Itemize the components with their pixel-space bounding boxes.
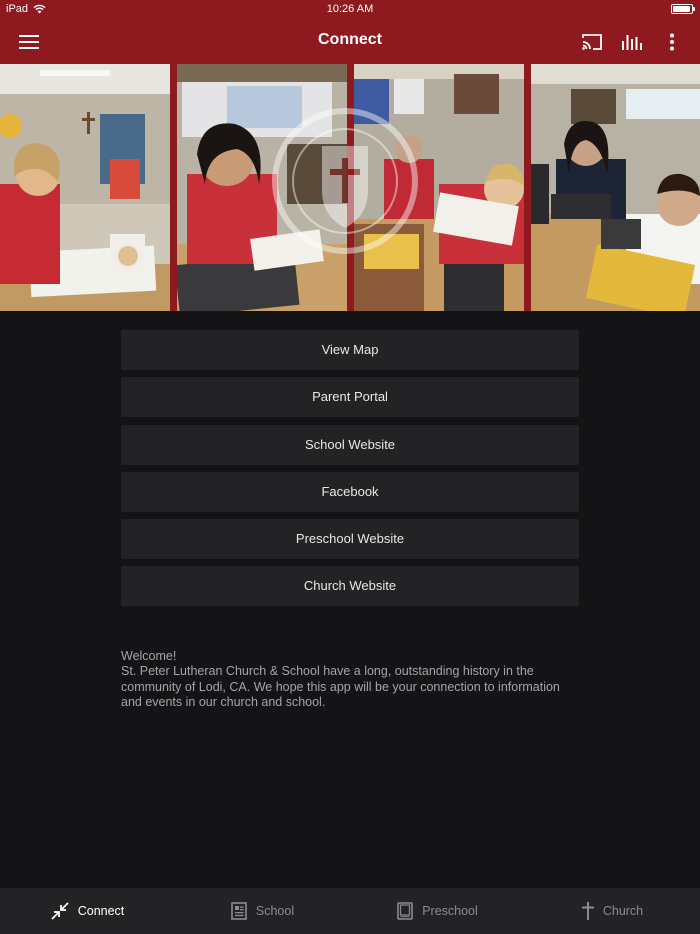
tab-connect[interactable]: [0, 888, 175, 934]
parent-portal-button[interactable]: Parent Portal: [121, 377, 579, 417]
battery-icon: [671, 4, 693, 14]
tab-church-label: Church: [602, 904, 644, 918]
welcome-heading: Welcome!: [121, 649, 177, 663]
cast-icon: [581, 33, 603, 51]
more-options-button[interactable]: [658, 28, 686, 56]
preschool-website-button[interactable]: Preschool Website: [121, 519, 579, 559]
hamburger-menu-icon: [19, 35, 39, 49]
link-list: [121, 330, 579, 614]
app-header: [0, 19, 700, 64]
view-map-button[interactable]: View Map: [121, 330, 579, 370]
welcome-message: [121, 649, 581, 710]
newspaper-icon: [231, 902, 247, 920]
tab-school-label: School: [255, 904, 295, 918]
tab-preschool[interactable]: [350, 888, 525, 934]
header-actions: [578, 28, 686, 56]
facebook-button[interactable]: Facebook: [121, 472, 579, 512]
welcome-body: St. Peter Lutheran Church & School have a long, outstanding history in the community of Lodi, CA. We hope this app will be your connection to information and events in our church and school.: [121, 664, 560, 709]
cross-icon: [582, 902, 594, 920]
church-website-button[interactable]: Church Website: [121, 566, 579, 606]
cast-button[interactable]: [578, 28, 606, 56]
page-title: Connect: [318, 31, 382, 48]
status-bar: [0, 0, 700, 19]
tab-school[interactable]: [175, 888, 350, 934]
hero-banner: [0, 64, 700, 311]
school-crest-watermark: [270, 106, 420, 256]
status-time: 10:26 AM: [326, 3, 374, 15]
classroom-photo-1: [0, 64, 170, 311]
equalizer-button[interactable]: [618, 28, 646, 56]
equalizer-icon: [621, 33, 643, 51]
more-vertical-icon: [669, 33, 675, 51]
arrows-inward-icon: [51, 902, 69, 920]
tab-preschool-label: Preschool: [422, 904, 478, 918]
tab-connect-label: Connect: [77, 904, 125, 918]
device-name: iPad: [6, 3, 29, 15]
bottom-tab-bar: [0, 888, 700, 934]
menu-button[interactable]: [12, 28, 46, 56]
school-website-button[interactable]: School Website: [121, 425, 579, 465]
classroom-photo-4: [531, 64, 700, 311]
tab-church[interactable]: [525, 888, 700, 934]
book-icon: [397, 902, 413, 920]
battery-level: [673, 6, 690, 12]
